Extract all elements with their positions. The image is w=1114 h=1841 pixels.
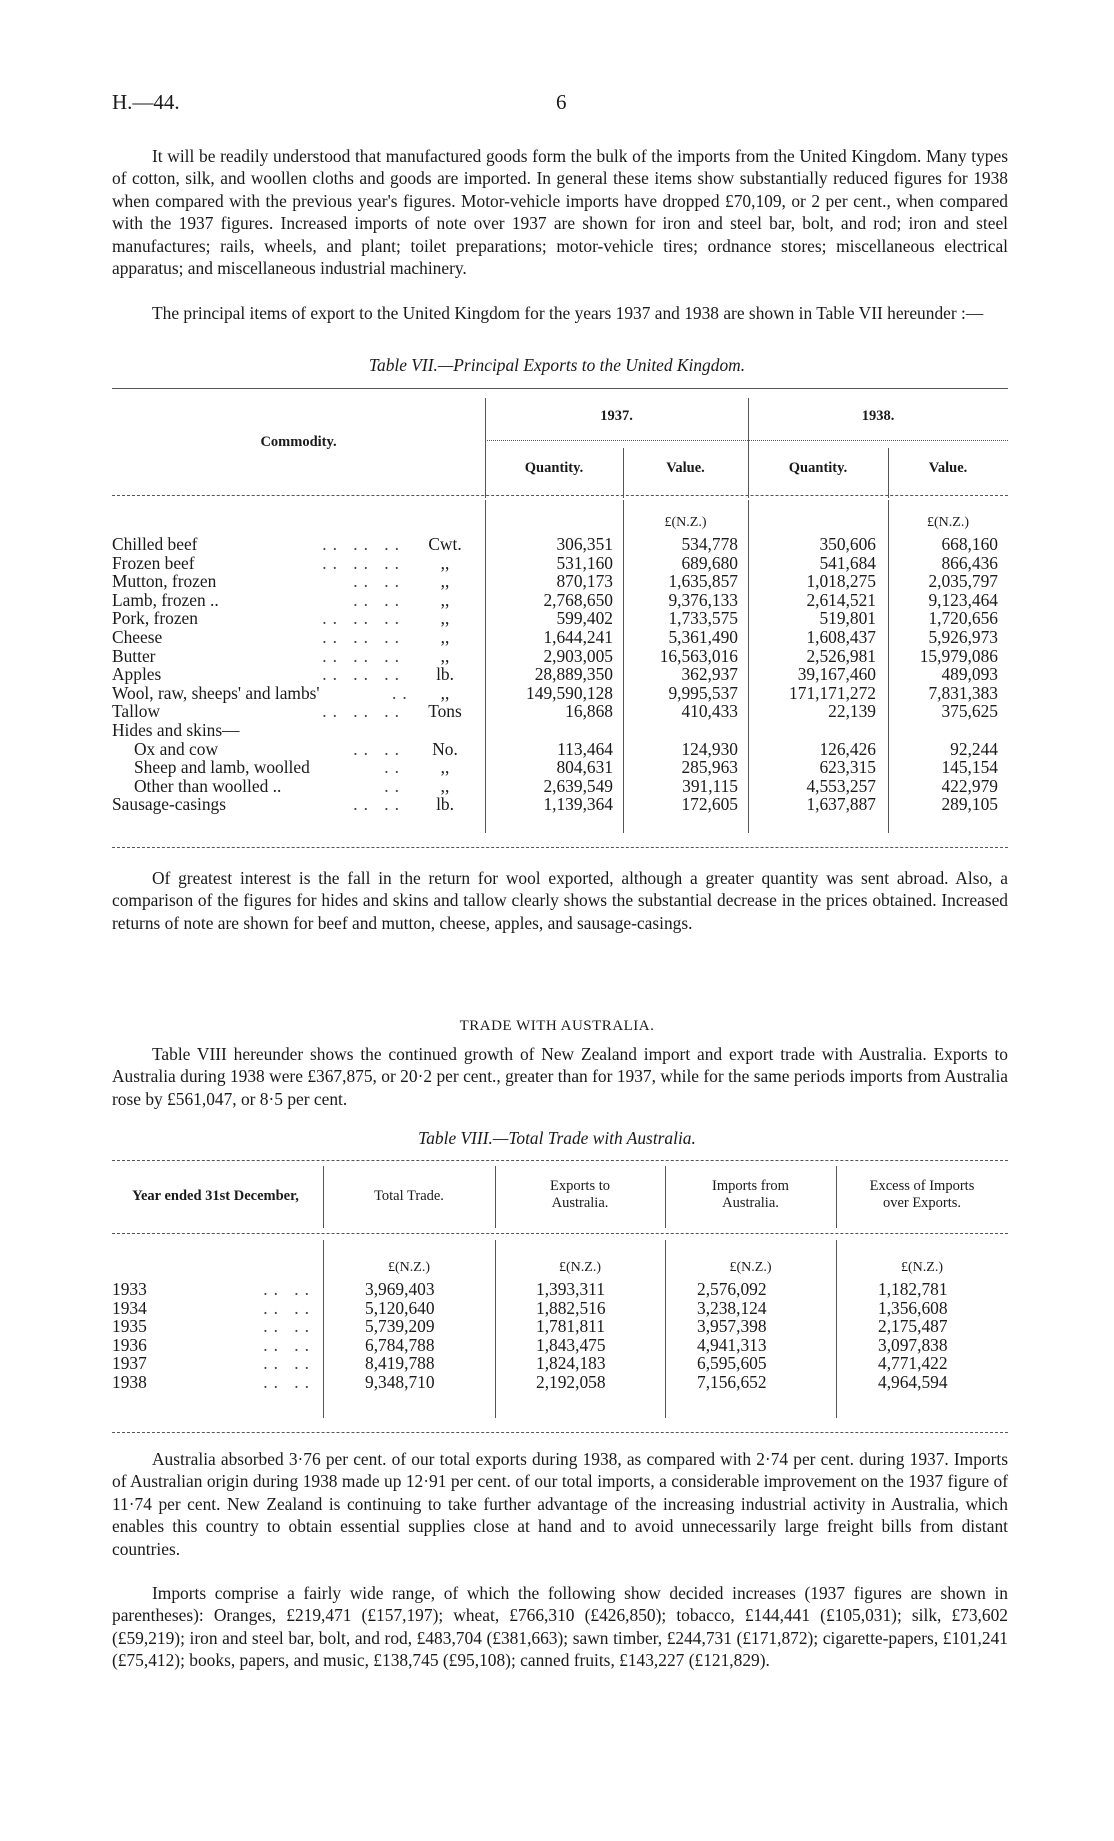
value-1937-cell: 1,733,575 <box>668 608 738 629</box>
unit-cell: lb. <box>436 794 454 815</box>
value-1938-cell: 92,244 <box>950 738 998 759</box>
imports-cell: 2,576,092 <box>697 1279 767 1299</box>
value-1937-cell: 534,778 <box>681 534 738 554</box>
value-1938-cell: 375,625 <box>941 701 998 722</box>
paragraph-exports-intro: The principal items of export to the United Kingdom for the years 1937 and 1938 are shown in Table VII hereunder :— <box>152 303 984 323</box>
leader-dots: .. .. <box>263 1297 315 1318</box>
leader-dots: .. .. .. <box>322 664 405 685</box>
value-1937-cell: 689,680 <box>681 552 738 573</box>
commodity-name: Apples <box>112 664 162 685</box>
leader-dots: .. .. .. <box>322 645 405 666</box>
quantity-1937-cell: 1,139,364 <box>543 794 613 815</box>
col-header-value-1938: Value. <box>928 460 968 476</box>
total-trade-cell: 9,348,710 <box>365 1372 435 1392</box>
value-1937-cell: 9,995,537 <box>668 682 738 703</box>
col-header-quantity-1938: Quantity. <box>788 460 848 476</box>
quantity-1937-cell: 2,639,549 <box>543 775 613 796</box>
imports-cell: 3,957,398 <box>697 1316 767 1337</box>
quantity-1937-cell: 2,903,005 <box>543 645 613 666</box>
year-cell: 1933 <box>112 1279 147 1299</box>
leader-dots: .. .. <box>263 1372 315 1392</box>
quantity-1938-cell: 623,315 <box>819 757 876 778</box>
col-header-value-1937: Value. <box>666 460 705 476</box>
commodity-name: Sheep and lamb, woolled <box>134 757 310 778</box>
quantity-1937-cell: 16,868 <box>565 701 613 722</box>
commodity-name: Other than woolled .. <box>134 775 282 796</box>
quantity-1937-cell: 113,464 <box>557 738 613 759</box>
paragraph-imports-uk: It will be readily understood that manufactured goods form the bulk of the imports from the United Kingdom. Many types of cotton, silk, and woollen cloths and goods are imported. In general these items show substantially reduced figures for 1938 when compared with the previous year's figures. Motor-vehicle imports have dropped £70,109, or 2 per cent., when compared with the 1937 figures. Increased imports of note over 1937 are shown for iron and steel bar, bolt, and rod; iron and steel manufactures; rails, wheels, and plant; toilet preparations; motor-vehicle tires; ordnance stores; miscellaneous electrical apparatus; and miscellaneous industrial machinery. <box>112 146 1008 279</box>
imports-cell: 3,238,124 <box>697 1297 767 1318</box>
commodity-name: Pork, frozen <box>112 608 198 629</box>
quantity-1938-cell: 1,608,437 <box>806 627 876 647</box>
unit-label-value-1937: £(N.Z.) <box>664 515 707 530</box>
value-1938-cell: 15,979,086 <box>919 645 998 666</box>
unit-cell: Tons <box>428 701 462 722</box>
unit-cell: Cwt. <box>428 534 462 554</box>
leader-dots: .. .. <box>263 1334 315 1355</box>
commodity-name: Sausage-casings <box>112 794 226 815</box>
quantity-1937-cell: 149,590,128 <box>526 682 613 703</box>
commodity-name: Tallow <box>112 701 161 722</box>
quantity-1937-cell: 870,173 <box>556 571 613 592</box>
commodity-name: Hides and skins— <box>112 720 240 740</box>
quantity-1938-cell: 519,801 <box>819 608 876 629</box>
year-cell: 1935 <box>112 1316 147 1337</box>
exports-cell: 1,781,811 <box>536 1316 605 1337</box>
total-trade-cell: 3,969,403 <box>365 1279 435 1299</box>
imports-cell: 4,941,313 <box>697 1334 767 1355</box>
value-1937-cell: 16,563,016 <box>659 645 738 666</box>
excess-cell: 3,097,838 <box>878 1334 948 1355</box>
quantity-1938-cell: 4,553,257 <box>806 775 876 796</box>
exports-cell: 1,882,516 <box>536 1297 606 1318</box>
unit-cell: ,, <box>440 627 450 647</box>
paragraph-australia-trade: Table VIII hereunder shows the continued growth of New Zealand import and export trade with Australia. Exports to Australia during 1938 were £367,875, or 20·2 per cent., greater than for 1937, while for the same periods imports from Australia rose by £561,047, or 8·5 per cent. <box>112 1044 1008 1109</box>
value-1938-cell: 5,926,973 <box>928 627 998 647</box>
value-1937-cell: 362,937 <box>681 664 738 685</box>
value-1937-cell: 1,635,857 <box>668 571 738 592</box>
leader-dots: .. .. <box>353 738 405 759</box>
paragraph-imports-list: Imports comprise a fairly wide range, of which the following show decided increases (1937 figures are shown in parentheses): Oranges, £219,471 (£157,197); wheat, £766,310 (£426,850); tobacco, £144,441 (£105,031); silk, £73,602 (£59,219); iron and steel bar, bolt, and rod, £483,704 (£381,663); sawn timber, £244,731 (£171,872); cigarette-papers, £101,241 (£75,412); books, papers, and music, £138,745 (£95,108); canned fruits, £143,227 (£121,829). <box>112 1583 1008 1671</box>
col-header-1938: 1938. <box>861 408 895 424</box>
unit-cell: lb. <box>436 664 454 685</box>
unit-label-exports: £(N.Z.) <box>559 1260 601 1275</box>
leader-dots: .. .. .. <box>322 608 405 629</box>
leader-dots: .. .. <box>353 589 405 610</box>
value-1938-cell: 668,160 <box>941 534 998 554</box>
unit-label-excess: £(N.Z.) <box>901 1260 943 1275</box>
paragraph-australia-share: Australia absorbed 3·76 per cent. of our total exports during 1938, as compared with 2·74 per cent. during 1937. Imports of Australian origin during 1938 made up 12·91 per cent. of our total imports, a considerable improvement on the 1937 figure of 11·74 per cent. New Zealand is continuing to take further advantage of the increasing industrial activity in Australia, which enables this country to obtain essential supplies close at hand and to avoid unnecessarily large freight bills from distant countries. <box>112 1449 1008 1559</box>
leader-dots: .. .. <box>263 1279 315 1299</box>
excess-cell: 4,964,594 <box>878 1372 948 1392</box>
col-header-exports: Exports to Australia. <box>549 1178 610 1211</box>
quantity-1937-cell: 28,889,350 <box>534 664 613 685</box>
year-cell: 1934 <box>112 1297 147 1318</box>
value-1937-cell: 285,963 <box>681 757 738 778</box>
value-1938-cell: 489,093 <box>941 664 998 685</box>
exports-cell: 1,824,183 <box>536 1353 606 1374</box>
imports-cell: 7,156,652 <box>697 1372 767 1392</box>
exports-cell: 1,843,475 <box>536 1334 606 1355</box>
unit-label-imports: £(N.Z.) <box>729 1260 772 1275</box>
unit-cell: No. <box>432 738 458 759</box>
commodity-name: Chilled beef <box>112 534 198 554</box>
unit-cell: ,, <box>440 589 450 610</box>
quantity-1938-cell: 541,684 <box>819 552 876 573</box>
commodity-name: Frozen beef <box>112 552 195 573</box>
unit-cell: ,, <box>440 775 450 796</box>
unit-cell: ,, <box>440 757 450 778</box>
unit-label-value-1938: £(N.Z.) <box>927 515 969 530</box>
year-cell: 1936 <box>112 1334 147 1355</box>
commodity-name: Wool, raw, sheeps' and lambs' <box>112 682 320 703</box>
exports-cell: 1,393,311 <box>536 1279 605 1299</box>
leader-dots: .. .. .. <box>322 552 405 573</box>
total-trade-cell: 8,419,788 <box>365 1353 435 1374</box>
leader-dots: .. <box>384 775 405 796</box>
year-cell: 1937 <box>112 1353 147 1374</box>
excess-cell: 2,175,487 <box>878 1316 948 1337</box>
commodity-name: Butter <box>112 645 156 666</box>
value-1937-cell: 5,361,490 <box>668 627 738 647</box>
col-header-excess: Excess of Imports over Exports. <box>869 1178 975 1211</box>
value-1937-cell: 410,433 <box>681 701 738 722</box>
leader-dots: .. .. .. <box>322 701 405 722</box>
leader-dots: .. .. .. <box>322 534 405 554</box>
quantity-1938-cell: 22,139 <box>828 701 876 722</box>
total-trade-cell: 5,739,209 <box>365 1316 435 1337</box>
quantity-1938-cell: 126,426 <box>819 738 876 759</box>
quantity-1937-cell: 599,402 <box>556 608 613 629</box>
col-header-quantity-1937: Quantity. <box>524 460 584 476</box>
exports-cell: 2,192,058 <box>536 1372 606 1392</box>
value-1938-cell: 9,123,464 <box>928 589 998 610</box>
leader-dots: .. <box>392 682 413 703</box>
col-header-total-trade: Total Trade. <box>374 1188 444 1204</box>
quantity-1938-cell: 1,637,887 <box>806 794 876 815</box>
value-1938-cell: 2,035,797 <box>928 571 998 592</box>
quantity-1938-cell: 171,171,272 <box>789 682 876 703</box>
value-1937-cell: 391,115 <box>682 775 738 796</box>
section-heading-australia: TRADE WITH AUSTRALIA. <box>459 1018 655 1034</box>
value-1938-cell: 866,436 <box>941 552 998 573</box>
unit-label-total: £(N.Z.) <box>388 1260 430 1275</box>
leader-dots: .. .. <box>263 1353 315 1374</box>
quantity-1938-cell: 1,018,275 <box>806 571 876 592</box>
excess-cell: 4,771,422 <box>878 1353 948 1374</box>
leader-dots: .. .. <box>263 1316 315 1337</box>
quantity-1937-cell: 531,160 <box>556 552 613 573</box>
document-id: H.—44. <box>112 90 180 114</box>
commodity-name: Lamb, frozen .. <box>112 589 219 610</box>
unit-cell: ,, <box>440 645 450 666</box>
unit-cell: ,, <box>440 552 450 573</box>
leader-dots: .. .. <box>353 794 405 815</box>
year-cell: 1938 <box>112 1372 147 1392</box>
quantity-1938-cell: 2,526,981 <box>806 645 876 666</box>
quantity-1938-cell: 2,614,521 <box>806 589 876 610</box>
value-1938-cell: 1,720,656 <box>928 608 998 629</box>
quantity-1937-cell: 1,644,241 <box>543 627 613 647</box>
leader-dots: .. .. .. <box>322 627 405 647</box>
quantity-1937-cell: 2,768,650 <box>543 589 613 610</box>
value-1938-cell: 7,831,383 <box>928 682 998 703</box>
leader-dots: .. .. <box>353 571 405 592</box>
quantity-1938-cell: 39,167,460 <box>797 664 876 685</box>
table7-caption: Table VII.—Principal Exports to the United Kingdom. <box>368 355 746 375</box>
paragraph-wool-comment: Of greatest interest is the fall in the return for wool exported, although a greater quantity was sent abroad. Also, a comparison of the figures for hides and skins and tallow clearly shows the substantial decrease in the prices obtained. Increased returns of note are shown for beef and mutton, cheese, apples, and sausage-casings. <box>112 868 1008 933</box>
col-header-imports: Imports from Australia. <box>712 1178 789 1211</box>
col-header-1937: 1937. <box>600 408 633 424</box>
excess-cell: 1,356,608 <box>878 1297 948 1318</box>
value-1938-cell: 289,105 <box>941 794 998 815</box>
quantity-1937-cell: 804,631 <box>556 757 613 778</box>
commodity-name: Cheese <box>112 627 163 647</box>
value-1937-cell: 172,605 <box>681 794 738 815</box>
commodity-name: Mutton, frozen <box>112 571 217 592</box>
value-1938-cell: 422,979 <box>941 775 998 796</box>
total-trade-cell: 5,120,640 <box>365 1297 435 1318</box>
table8-caption: Table VIII.—Total Trade with Australia. <box>418 1128 696 1148</box>
unit-cell: ,, <box>440 682 450 703</box>
unit-cell: ,, <box>440 608 450 629</box>
unit-cell: ,, <box>440 571 450 592</box>
quantity-1937-cell: 306,351 <box>556 534 613 554</box>
excess-cell: 1,182,781 <box>878 1279 948 1299</box>
total-trade-cell: 6,784,788 <box>365 1334 435 1355</box>
col-header-commodity: Commodity. <box>260 434 337 450</box>
page-number: 6 <box>556 90 567 114</box>
quantity-1938-cell: 350,606 <box>819 534 876 554</box>
imports-cell: 6,595,605 <box>697 1353 767 1374</box>
leader-dots: .. <box>384 757 405 778</box>
value-1938-cell: 145,154 <box>941 757 998 778</box>
commodity-name: Ox and cow <box>134 738 219 759</box>
col-header-year: Year ended 31st December, <box>132 1188 299 1204</box>
value-1937-cell: 9,376,133 <box>668 589 738 610</box>
value-1937-cell: 124,930 <box>681 738 738 759</box>
